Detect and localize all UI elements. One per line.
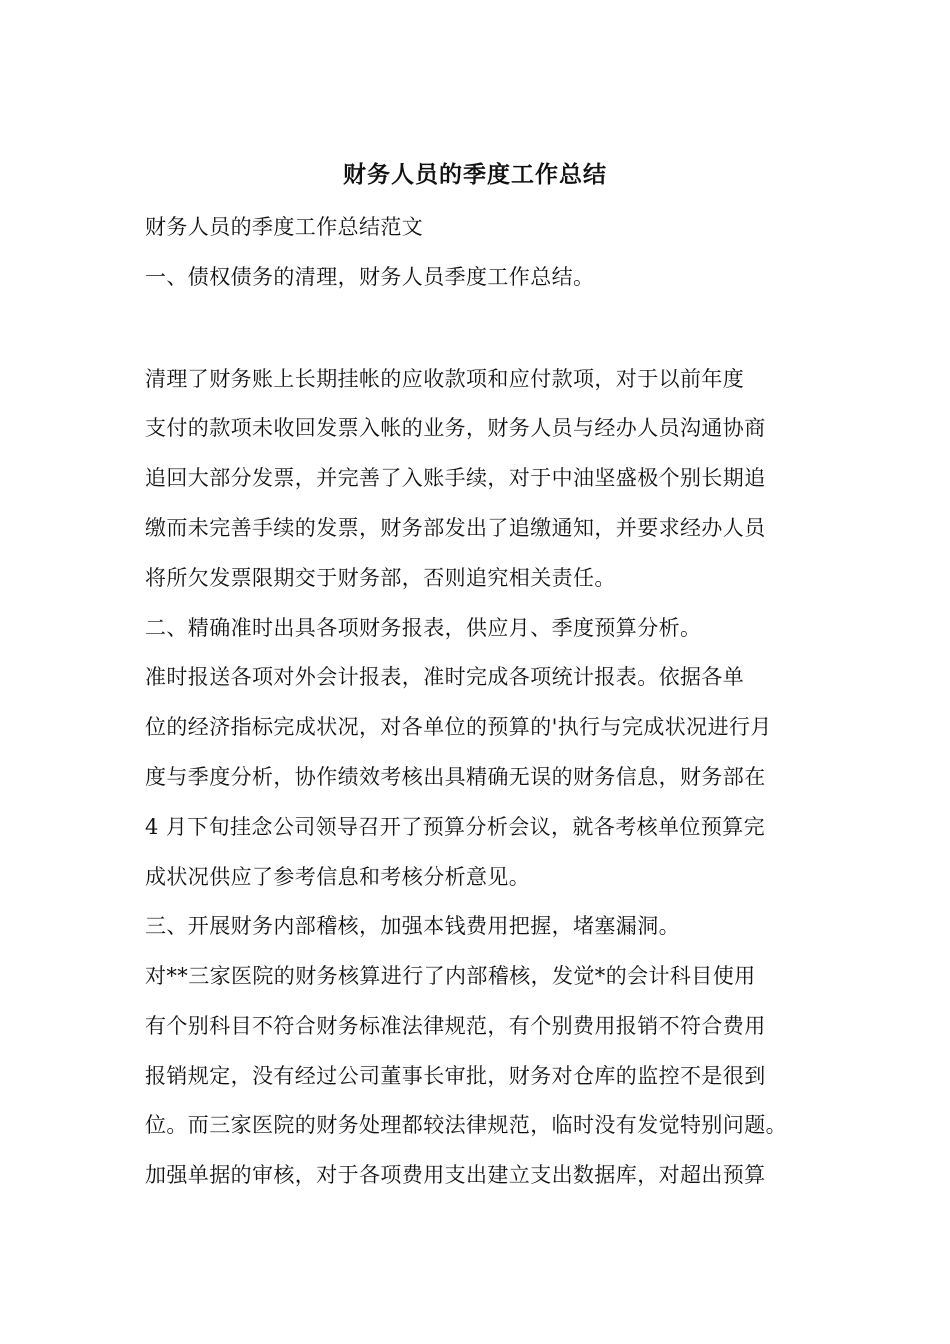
paragraph-line: 将所欠发票限期交于财务部，否则追究相关责任。 [145,566,616,590]
paragraph-line: 4 月下旬挂念公司领导召开了预算分析会议，就各考核单位预算完 [145,815,766,839]
paragraph-line: 位。而三家医院的财务处理都较法律规范，临时没有发觉特别问题。 [145,1113,787,1137]
paragraph-line: 准时报送各项对外会计报表，准时完成各项统计报表。依据各单 [145,665,745,689]
paragraph-line: 对**三家医院的财务核算进行了内部稽核，发觉*的会计科目使用 [145,964,756,988]
paragraph-line: 位的经济指标完成状况，对各单位的预算的'执行与完成状况进行月 [145,715,772,739]
paragraph-line: 加强单据的审核，对于各项费用支出建立支出数据库，对超出预算 [145,1163,766,1187]
paragraph-line: 成状况供应了参考信息和考核分析意见。 [145,865,531,889]
section-heading-3: 三、开展财务内部稽核，加强本钱费用把握，堵塞漏洞。 [145,914,680,938]
paragraph-line: 清理了财务账上长期挂帐的应收款项和应付款项，对于以前年度 [145,367,745,391]
paragraph-line: 有个别科目不符合财务标准法律规范，有个别费用报销不符合费用 [145,1014,766,1038]
paragraph-line: 度与季度分析，协作绩效考核出具精确无误的财务信息，财务部在 [145,765,766,789]
document-title: 财务人员的季度工作总结 [343,161,607,188]
paragraph-line: 支付的款项未收回发票入帐的业务，财务人员与经办人员沟通协商 [145,416,766,440]
paragraph-line: 缴而未完善手续的发票，财务部发出了追缴通知，并要求经办人员 [145,516,766,540]
paragraph-line: 追回大部分发票，并完善了入账手续，对于中油坚盛极个别长期追 [145,466,766,490]
paragraph-line: 报销规定，没有经过公司董事长审批，财务对仓库的监控不是很到 [145,1064,766,1088]
section-heading-1: 一、债权债务的清理，财务人员季度工作总结。 [145,265,595,289]
section-heading-2: 二、精确准时出具各项财务报表，供应月、季度预算分析。 [145,616,702,640]
subtitle-line: 财务人员的季度工作总结范文 [145,215,424,239]
